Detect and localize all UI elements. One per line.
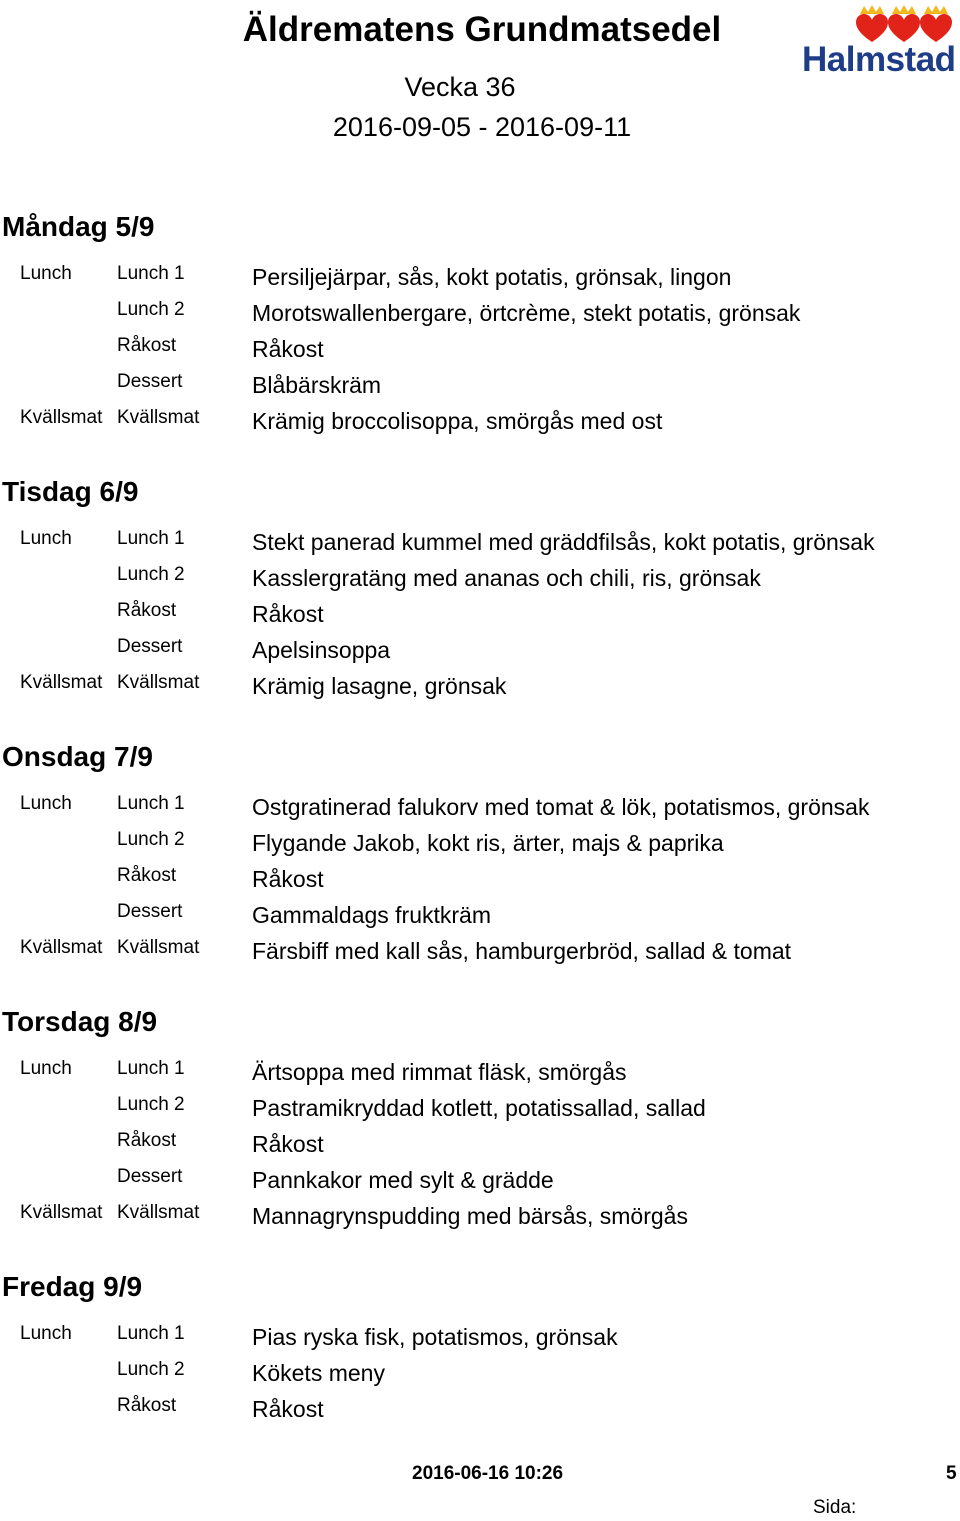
- menu-row: [0, 1199, 960, 1235]
- dish-text: Flygande Jakob, kokt ris, ärter, majs & paprika: [252, 830, 724, 856]
- menu-row: [0, 332, 960, 368]
- menu-row: [0, 597, 960, 633]
- menu-row: [0, 1356, 960, 1392]
- course-label: Råkost: [117, 335, 177, 356]
- menu-rows: [0, 790, 960, 970]
- menu-row: [0, 633, 960, 669]
- meal-type-label: Lunch: [20, 793, 72, 814]
- menu-row: [0, 1320, 960, 1356]
- course-label: Kvällsmat: [117, 1202, 200, 1223]
- meal-type-label: Lunch: [20, 1058, 72, 1079]
- day-section: [0, 475, 960, 705]
- menu-row: [0, 1163, 960, 1199]
- menu-row: [0, 1392, 960, 1428]
- course-label: Råkost: [117, 1130, 177, 1151]
- day-title: Fredag 9/9: [2, 1271, 143, 1302]
- meal-type-label: Lunch: [20, 263, 72, 284]
- dish-text: Råkost: [252, 866, 324, 892]
- dish-text: Mannagrynspudding med bärsås, smörgås: [252, 1203, 688, 1229]
- print-timestamp: 2016-06-16 10:26: [412, 1463, 564, 1484]
- dish-text: Apelsinsoppa: [252, 637, 391, 663]
- day-title: Måndag 5/9: [2, 211, 155, 242]
- course-label: Lunch 2: [117, 829, 185, 850]
- meal-type-label: Kvällsmat: [20, 672, 103, 693]
- dish-text: Råkost: [252, 336, 324, 362]
- dish-text: Kökets meny: [252, 1360, 385, 1386]
- menu-row: [0, 898, 960, 934]
- meal-type-label: Kvällsmat: [20, 937, 103, 958]
- course-label: Lunch 2: [117, 564, 185, 585]
- page-number: 5: [946, 1463, 957, 1484]
- menu-row: [0, 525, 960, 561]
- dish-text: Pastramikryddad kotlett, potatissallad, sallad: [252, 1095, 706, 1121]
- menu-row: [0, 404, 960, 440]
- day-section: [0, 1270, 960, 1428]
- crown-hearts-icon: [800, 4, 960, 44]
- menu-row: [0, 561, 960, 597]
- menu-row: [0, 368, 960, 404]
- menu-row: [0, 260, 960, 296]
- dish-text: Råkost: [252, 601, 324, 627]
- dish-text: Råkost: [252, 1396, 324, 1422]
- course-label: Dessert: [117, 636, 183, 657]
- week-label: Vecka 36: [404, 72, 516, 102]
- course-label: Råkost: [117, 600, 177, 621]
- meal-type-label: Kvällsmat: [20, 407, 103, 428]
- dish-text: Ostgratinerad falukorv med tomat & lök, potatismos, grönsak: [252, 794, 870, 820]
- meal-type-label: Kvällsmat: [20, 1202, 103, 1223]
- page-title: Äldrematens Grundmatsedel: [242, 10, 722, 49]
- course-label: Råkost: [117, 1395, 177, 1416]
- course-label: Lunch 2: [117, 1359, 185, 1380]
- day-section: [0, 210, 960, 440]
- course-label: Dessert: [117, 901, 183, 922]
- menu-row: [0, 296, 960, 332]
- course-label: Kvällsmat: [117, 407, 200, 428]
- dish-text: Morotswallenbergare, örtcrème, stekt potatis, grönsak: [252, 300, 801, 326]
- dish-text: Persiljejärpar, sås, kokt potatis, grönsak, lingon: [252, 264, 732, 290]
- menu-rows: [0, 1055, 960, 1235]
- day-section: [0, 1005, 960, 1235]
- menu-row: [0, 790, 960, 826]
- meal-type-label: Lunch: [20, 1323, 72, 1344]
- course-label: Kvällsmat: [117, 937, 200, 958]
- course-label: Lunch 1: [117, 263, 185, 284]
- halmstad-logo: [800, 4, 960, 78]
- dish-text: Pannkakor med sylt & grädde: [252, 1167, 554, 1193]
- dish-text: Ärtsoppa med rimmat fläsk, smörgås: [252, 1059, 627, 1085]
- menu-row: [0, 1091, 960, 1127]
- course-label: Dessert: [117, 1166, 183, 1187]
- menu-row: [0, 1055, 960, 1091]
- course-label: Lunch 2: [117, 1094, 185, 1115]
- menu-row: [0, 934, 960, 970]
- day-title: Tisdag 6/9: [2, 476, 139, 507]
- course-label: Lunch 1: [117, 1323, 185, 1344]
- day-title: Onsdag 7/9: [2, 741, 153, 772]
- dish-text: Råkost: [252, 1131, 324, 1157]
- course-label: Lunch 2: [117, 299, 185, 320]
- day-section: [0, 740, 960, 970]
- menu-row: [0, 826, 960, 862]
- logo-text: Halmstad: [802, 40, 956, 79]
- course-label: Dessert: [117, 371, 183, 392]
- dish-text: Pias ryska fisk, potatismos, grönsak: [252, 1324, 618, 1350]
- dish-text: Kasslergratäng med ananas och chili, ris, grönsak: [252, 565, 761, 591]
- dish-text: Krämig broccolisoppa, smörgås med ost: [252, 408, 663, 434]
- menu-rows: [0, 525, 960, 705]
- course-label: Råkost: [117, 865, 177, 886]
- meal-type-label: Lunch: [20, 528, 72, 549]
- menu-row: [0, 669, 960, 705]
- menu-rows: [0, 260, 960, 440]
- course-label: Kvällsmat: [117, 672, 200, 693]
- course-label: Lunch 1: [117, 793, 185, 814]
- course-label: Lunch 1: [117, 528, 185, 549]
- dish-text: Gammaldags fruktkräm: [252, 902, 492, 928]
- dish-text: Blåbärskräm: [252, 372, 382, 398]
- page-label: Sida:: [813, 1497, 857, 1518]
- menu-rows: [0, 1320, 960, 1428]
- dish-text: Färsbiff med kall sås, hamburgerbröd, sallad & tomat: [252, 938, 792, 964]
- course-label: Lunch 1: [117, 1058, 185, 1079]
- menu-row: [0, 1127, 960, 1163]
- date-range: 2016-09-05 - 2016-09-11: [332, 112, 632, 142]
- menu-row: [0, 862, 960, 898]
- dish-text: Stekt panerad kummel med gräddfilsås, kokt potatis, grönsak: [252, 529, 875, 555]
- day-title: Torsdag 8/9: [2, 1006, 158, 1037]
- dish-text: Krämig lasagne, grönsak: [252, 673, 507, 699]
